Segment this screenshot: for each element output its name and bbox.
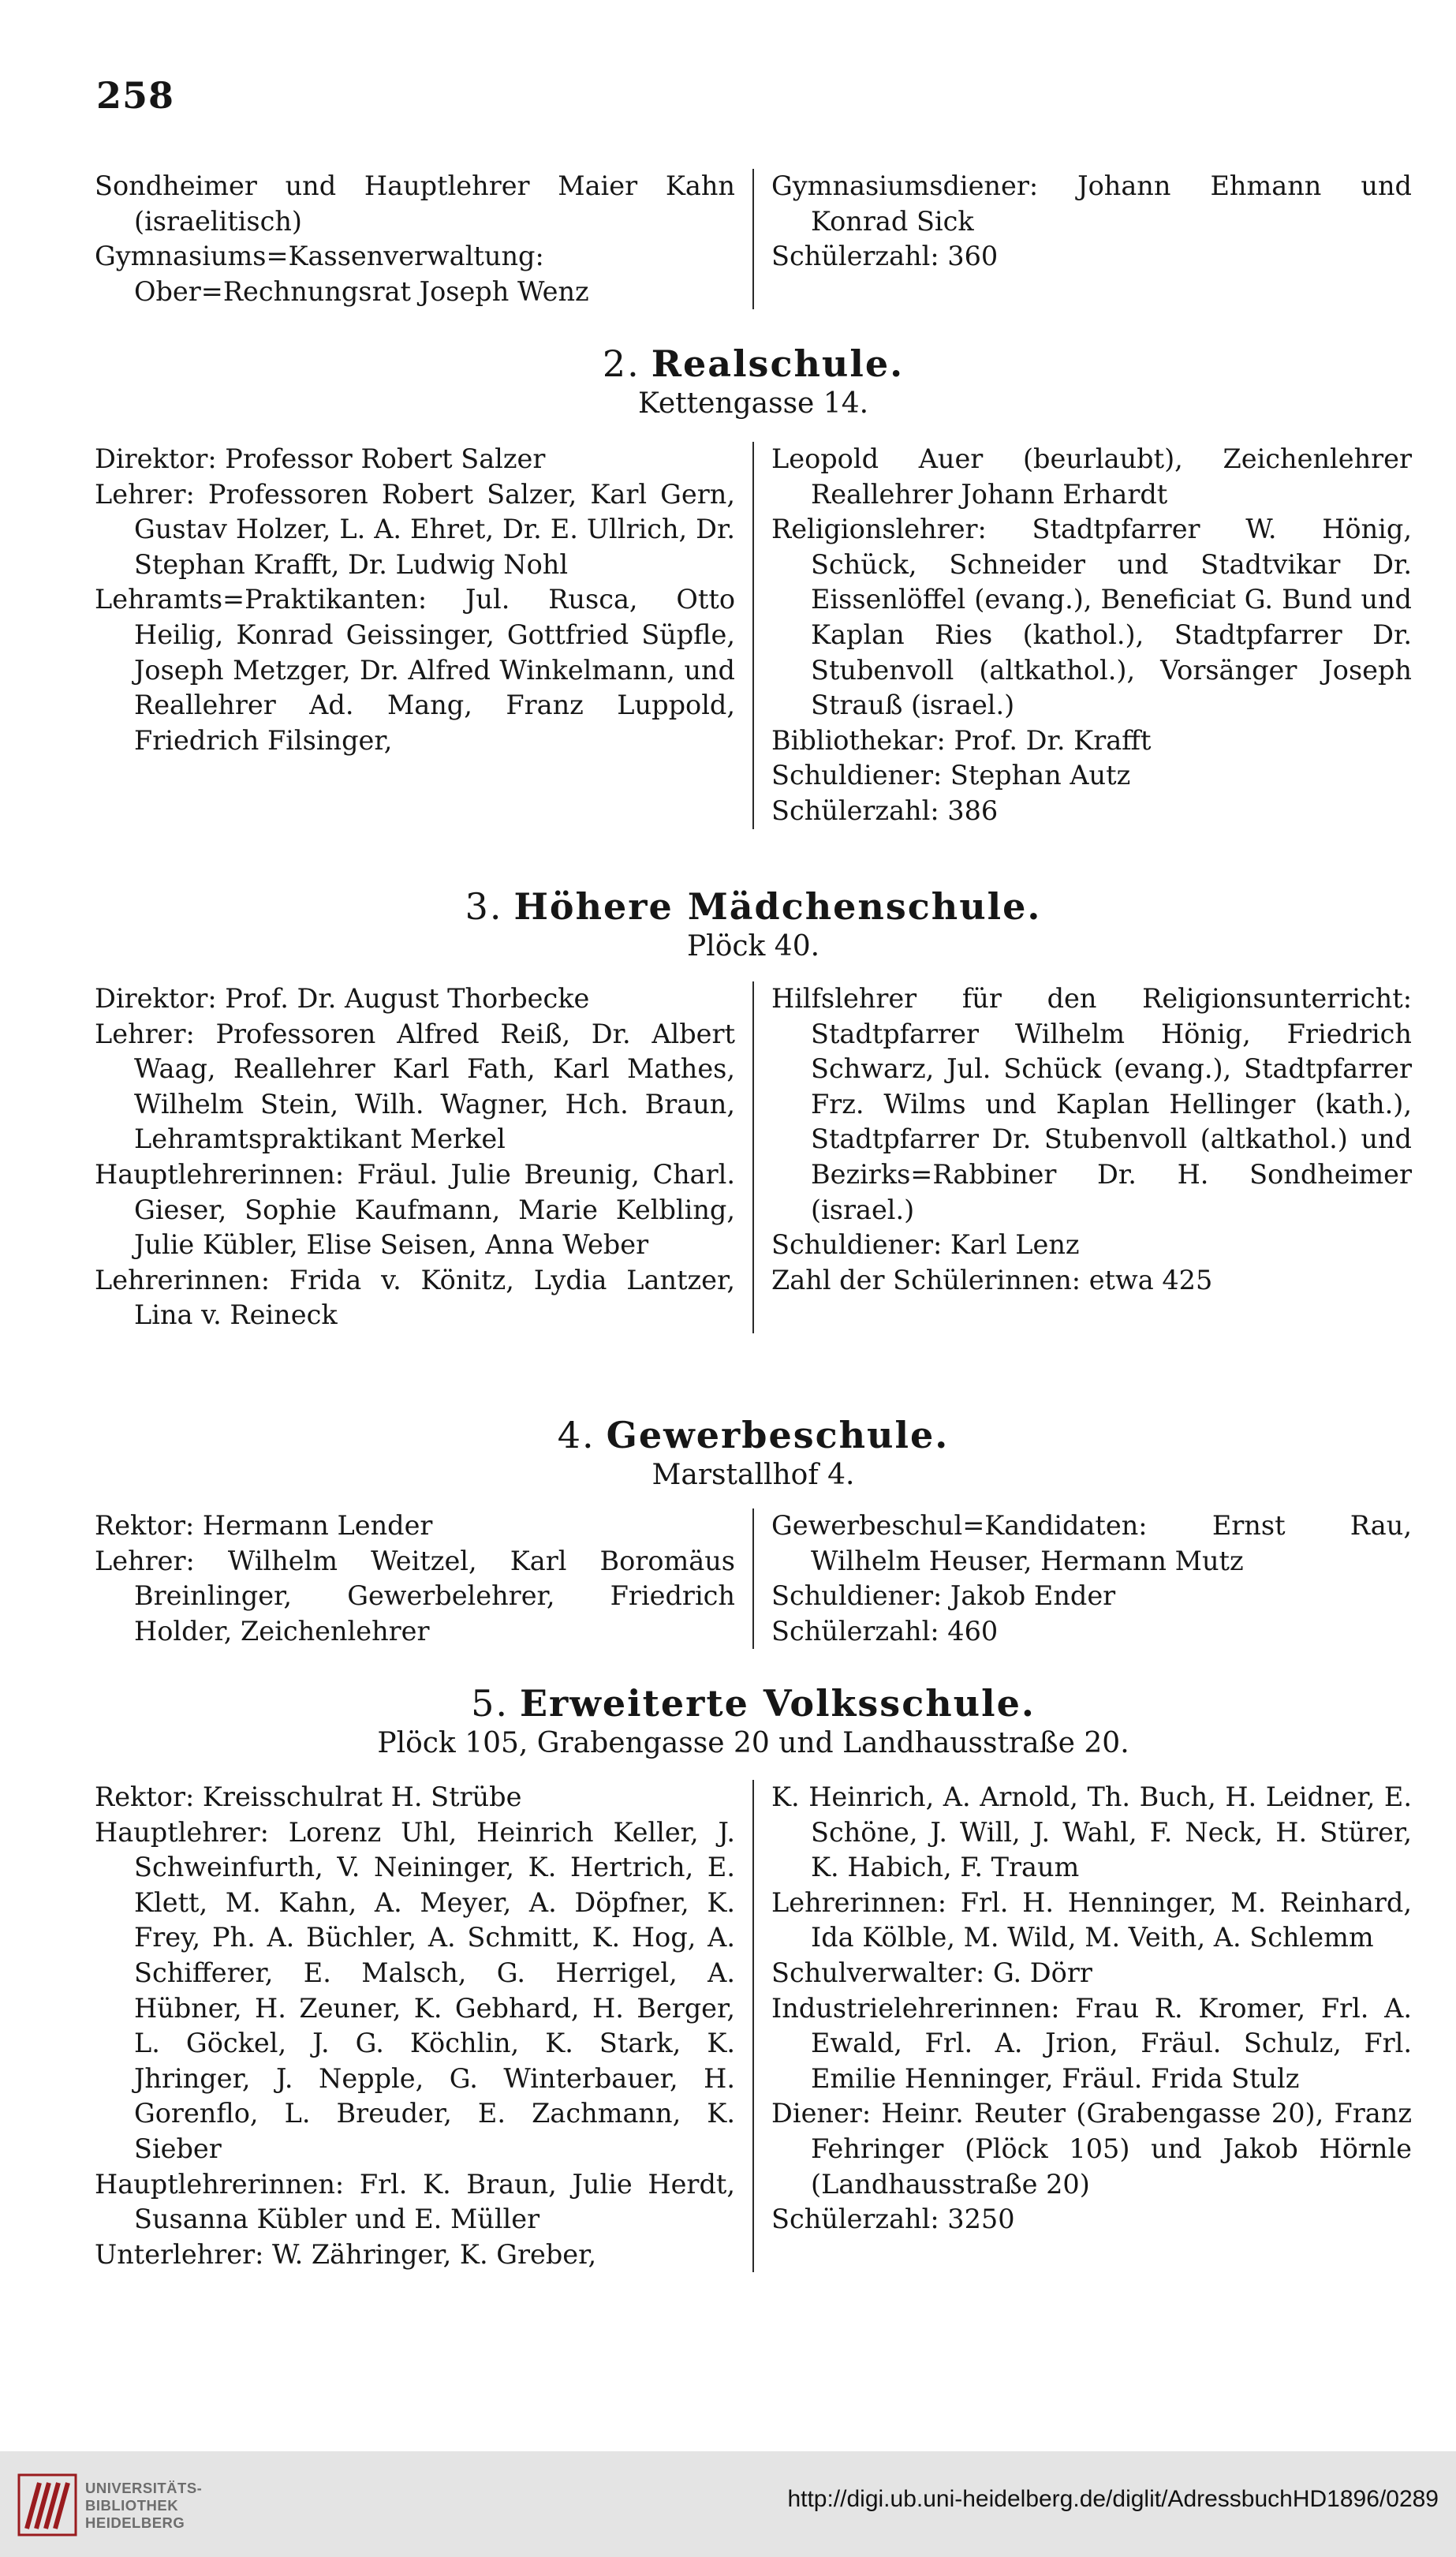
text-entry: Direktor: Prof. Dr. August Thorbecke xyxy=(95,983,590,1014)
section-title: Gewerbeschule. xyxy=(606,1414,950,1456)
text-entry: Gymnasiums=Kassenverwaltung: Ober=Rechnungsrat Joseph Wenz xyxy=(95,241,589,307)
right-column xyxy=(754,981,1412,1333)
section-heading xyxy=(95,341,1412,387)
text-entry: Schülerzahl: 360 xyxy=(771,241,999,272)
left-column xyxy=(95,981,754,1333)
library-name-line: HEIDELBERG xyxy=(85,2514,185,2531)
text-entry: Gewerbeschul=Kandidaten: Ernst Rau, Wilhelm Heuser, Hermann Mutz xyxy=(771,1510,1412,1576)
section-address: Kettengasse 14. xyxy=(637,387,869,420)
library-footer xyxy=(0,2451,1456,2557)
text-entry: Schülerzahl: 3250 xyxy=(771,2204,1015,2235)
text-entry: Diener: Heinr. Reuter (Grabengasse 20), Franz Fehringer (Plöck 105) und Jakob Hörnle (Landhausstraße 20) xyxy=(771,2098,1412,2200)
left-column xyxy=(95,1508,754,1649)
page-number: 258 xyxy=(96,74,175,117)
text-entry: Unterlehrer: W. Zähringer, K. Greber, xyxy=(95,2238,597,2270)
section-realschule-body xyxy=(95,442,1412,829)
text-entry: Hauptlehrerinnen: Frl. K. Braun, Julie Herdt, Susanna Kübler und E. Müller xyxy=(95,2168,735,2235)
text-entry: Lehrer: Professoren Alfred Reiß, Dr. Albert Waag, Reallehrer Karl Fath, Karl Mathes, Wilhelm Stein, Wilh. Wagner, Hch. Braun, Lehramtspraktikant Merkel xyxy=(95,1018,735,1155)
section-heading xyxy=(95,884,1412,929)
section-gewerbeschule-header xyxy=(95,1412,1412,1493)
left-column xyxy=(95,442,754,829)
text-entry: Religionslehrer: Stadtpfarrer W. Hönig, Schück, Schneider und Stadtvikar Dr. Eissenlöffel (evang.), Beneficiat G. Bund und Kaplan Ries (kathol.), Stadtpfarrer Dr. Stubenvoll (altkathol.), Vorsänger Joseph Strauß (israel.) xyxy=(771,514,1412,721)
text-entry: Rektor: Hermann Lender xyxy=(95,1510,433,1541)
section-volksschule-header xyxy=(95,1680,1412,1761)
section-number: 4. xyxy=(557,1414,595,1456)
text-entry: Schulverwalter: G. Dörr xyxy=(771,1957,1092,1988)
text-entry: Lehrer: Professoren Robert Salzer, Karl Gern, Gustav Holzer, L. A. Ehret, Dr. E. Ullrich, Dr. Stephan Krafft, Dr. Ludwig Nohl xyxy=(95,478,735,580)
section-heading xyxy=(95,1412,1412,1458)
section-volksschule-body xyxy=(95,1780,1412,2272)
right-column xyxy=(754,1780,1412,2272)
section-title: Realschule. xyxy=(651,342,905,385)
text-entry: Leopold Auer (beurlaubt), Zeichenlehrer Reallehrer Johann Erhardt xyxy=(771,443,1412,510)
text-entry: Schülerzahl: 386 xyxy=(771,794,999,826)
text-entry: K. Heinrich, A. Arnold, Th. Buch, H. Leidner, E. Schöne, J. Will, J. Wahl, F. Neck, H. Stürer, K. Habich, F. Traum xyxy=(771,1781,1412,1883)
section-realschule-header xyxy=(95,341,1412,421)
text-entry: Lehrerinnen: Frl. H. Henninger, M. Reinhard, Ida Kölble, M. Wild, M. Veith, A. Schlemm xyxy=(771,1886,1412,1953)
section-address: Plöck 105, Grabengasse 20 und Landhausstraße 20. xyxy=(377,1727,1129,1759)
section-gewerbeschule-body xyxy=(95,1508,1412,1649)
text-entry: Direktor: Professor Robert Salzer xyxy=(95,443,546,474)
section-maedchenschule-header xyxy=(95,884,1412,964)
continuation-right-column xyxy=(754,169,1412,309)
text-entry: Schuldiener: Jakob Ender xyxy=(771,1580,1116,1612)
text-entry: Schuldiener: Karl Lenz xyxy=(771,1229,1080,1261)
text-entry: Gymnasiumsdiener: Johann Ehmann und Konrad Sick xyxy=(771,170,1412,237)
text-entry: Sondheimer und Hauptlehrer Maier Kahn (israelitisch) xyxy=(95,170,735,237)
section-address: Marstallhof 4. xyxy=(651,1459,855,1491)
text-entry: Hilfslehrer für den Religionsunterricht: Stadtpfarrer Wilhelm Hönig, Friedrich Schwarz, Jul. Schück (evang.), Stadtpfarrer Frz. Wilms und Kaplan Hellinger (kath.), Stadtpfarrer Dr. Stubenvoll (altkathol.) und Bezirks=Rabbiner Dr. H. Sondheimer (israel.) xyxy=(771,983,1412,1225)
right-column xyxy=(754,442,1412,829)
continuation-left-column xyxy=(95,169,754,309)
text-entry: Industrielehrerinnen: Frau R. Kromer, Frl. A. Ewald, Frl. A. Jrion, Fräul. Schulz, Frl. Emilie Henninger, Fräul. Frida Stulz xyxy=(771,1992,1412,2094)
text-entry: Hauptlehrerinnen: Fräul. Julie Breunig, Charl. Gieser, Sophie Kaufmann, Marie Kelbling, Julie Kübler, Elise Seisen, Anna Weber xyxy=(95,1158,735,1261)
section-number: 3. xyxy=(465,885,503,928)
section-address: Plöck 40. xyxy=(686,930,820,963)
text-entry: Schülerzahl: 460 xyxy=(771,1615,999,1647)
text-entry: Lehramts=Praktikanten: Jul. Rusca, Otto Heilig, Konrad Geissinger, Gottfried Süpfle, Joseph Metzger, Dr. Alfred Winkelmann, und Reallehrer Ad. Mang, Franz Luppold, Friedrich Filsinger, xyxy=(95,584,735,756)
section-title: Erweiterte Volksschule. xyxy=(520,1682,1036,1725)
section-number: 5. xyxy=(471,1682,509,1725)
university-library-logo-icon xyxy=(17,2473,77,2536)
left-column xyxy=(95,1780,754,2272)
text-entry: Hauptlehrer: Lorenz Uhl, Heinrich Keller, J. Schweinfurth, V. Neininger, K. Hertrich, E. Klett, M. Kahn, A. Meyer, A. Döpfner, K. Frey, Ph. A. Büchler, A. Schmitt, K. Hog, A. Schifferer, E. Malsch, G. Herrigel, A. Hübner, H. Zeuner, K. Gebhard, H. Berger, L. Göckel, J. G. Köchlin, K. Stark, K. Jhringer, J. Nepple, G. Winterbauer, H. Gorenflo, L. Breuder, E. Zachmann, K. Sieber xyxy=(95,1816,735,2164)
library-name-line: BIBLIOTHEK xyxy=(85,2497,179,2514)
text-entry: Zahl der Schülerinnen: etwa 425 xyxy=(771,1264,1213,1295)
text-entry: Bibliothekar: Prof. Dr. Krafft xyxy=(771,724,1152,756)
text-entry: Lehrerinnen: Frida v. Könitz, Lydia Lantzer, Lina v. Reineck xyxy=(95,1264,735,1331)
text-entry: Rektor: Kreisschulrat H. Strübe xyxy=(95,1781,522,1812)
continuation-block xyxy=(95,169,1412,309)
text-entry: Schuldiener: Stephan Autz xyxy=(771,760,1131,791)
library-name xyxy=(85,2480,202,2532)
source-url-link[interactable]: http://digi.ub.uni-heidelberg.de/diglit/AdressbuchHD1896/0289 xyxy=(787,2486,1439,2512)
section-maedchenschule-body xyxy=(95,981,1412,1333)
library-name-line: UNIVERSITÄTS- xyxy=(85,2480,203,2496)
section-heading xyxy=(95,1680,1412,1726)
right-column xyxy=(754,1508,1412,1649)
section-number: 2. xyxy=(602,342,640,385)
section-title: Höhere Mädchenschule. xyxy=(513,885,1042,928)
text-entry: Lehrer: Wilhelm Weitzel, Karl Boromäus Breinlinger, Gewerbelehrer, Friedrich Holder, Zeichenlehrer xyxy=(95,1545,735,1647)
